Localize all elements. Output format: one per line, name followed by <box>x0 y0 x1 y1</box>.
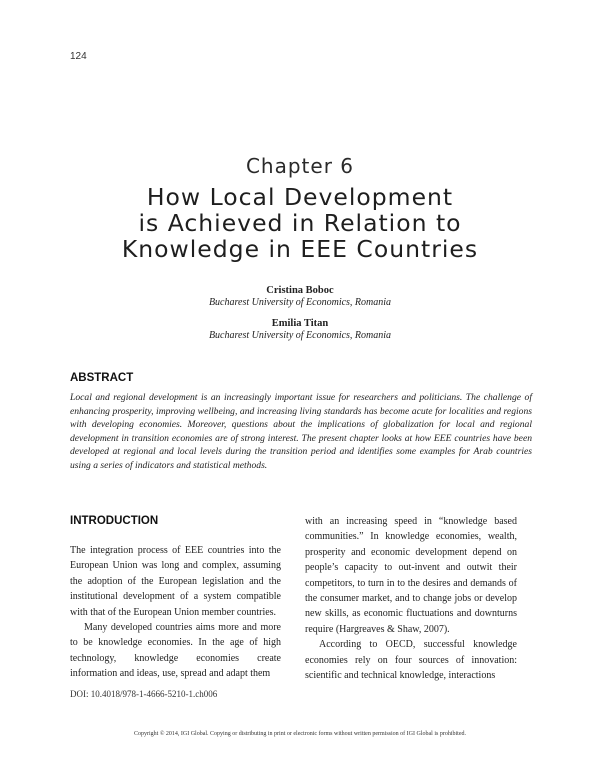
chapter-title-line: How Local Development <box>146 183 454 211</box>
right-column <box>305 514 517 683</box>
author-name: Cristina Boboc <box>266 285 334 296</box>
chapter-title-line: Knowledge in EEE Countries <box>121 235 479 263</box>
abstract-heading: ABSTRACT <box>70 372 134 384</box>
page-number: 124 <box>70 51 87 62</box>
doi: DOI: 10.4018/978-1-4666-5210-1.ch006 <box>70 689 218 699</box>
chapter-title <box>60 184 540 262</box>
left-column <box>70 543 281 682</box>
chapter-label: Chapter 6 <box>245 154 355 178</box>
author-affiliation: Bucharest University of Economics, Romania <box>208 297 392 308</box>
author-affiliation: Bucharest University of Economics, Romania <box>208 330 392 341</box>
introduction-heading: INTRODUCTION <box>70 515 159 527</box>
paragraph: According to OECD, successful knowledge economies rely on four sources of innovation: scientific and technical knowledge, interactions <box>305 639 517 682</box>
copyright-notice: Copyright © 2014, IGI Global. Copying or distributing in print or electronic forms without written permission of IGI Global is prohibited. <box>133 731 466 737</box>
paragraph: The integration process of EEE countries into the European Union was long and complex, assuming the adoption of the European legislation and the institutional development of a system compatible with that of the European Union member countries. <box>70 545 281 618</box>
paragraph: Many developed countries aims more and more to be knowledge economies. In the age of high technology, knowledge economies create information and ideas, use, spread and adapt them <box>70 622 281 680</box>
paragraph: with an increasing speed in “knowledge based communities.” In knowledge economies, wealth, prosperity and economic development depend on people’s capacity to out-invent and outwit their competitors, to turn in to the desires and demands of the consumer market, and to change jobs or develop new skills, as economic fluctuations and downturns require (Hargreaves & Shaw, 2007). <box>305 516 517 635</box>
author-name: Emilia Titan <box>271 318 329 329</box>
abstract-text: Local and regional development is an increasingly important issue for researchers and politicians. The challenge of enhancing prosperity, improving wellbeing, and increasing living standards has become acute for localities and regions with developing economies. Moreover, questions about the implications of globalization for local and regional development in transition economies are of strong interest. The present chapter looks at how EEE countries have been developed at regional and local levels during the transition period and identifies some examples for Arab countries using a series of indicators and statistical methods. <box>70 392 532 471</box>
chapter-title-line: is Achieved in Relation to <box>138 209 462 237</box>
